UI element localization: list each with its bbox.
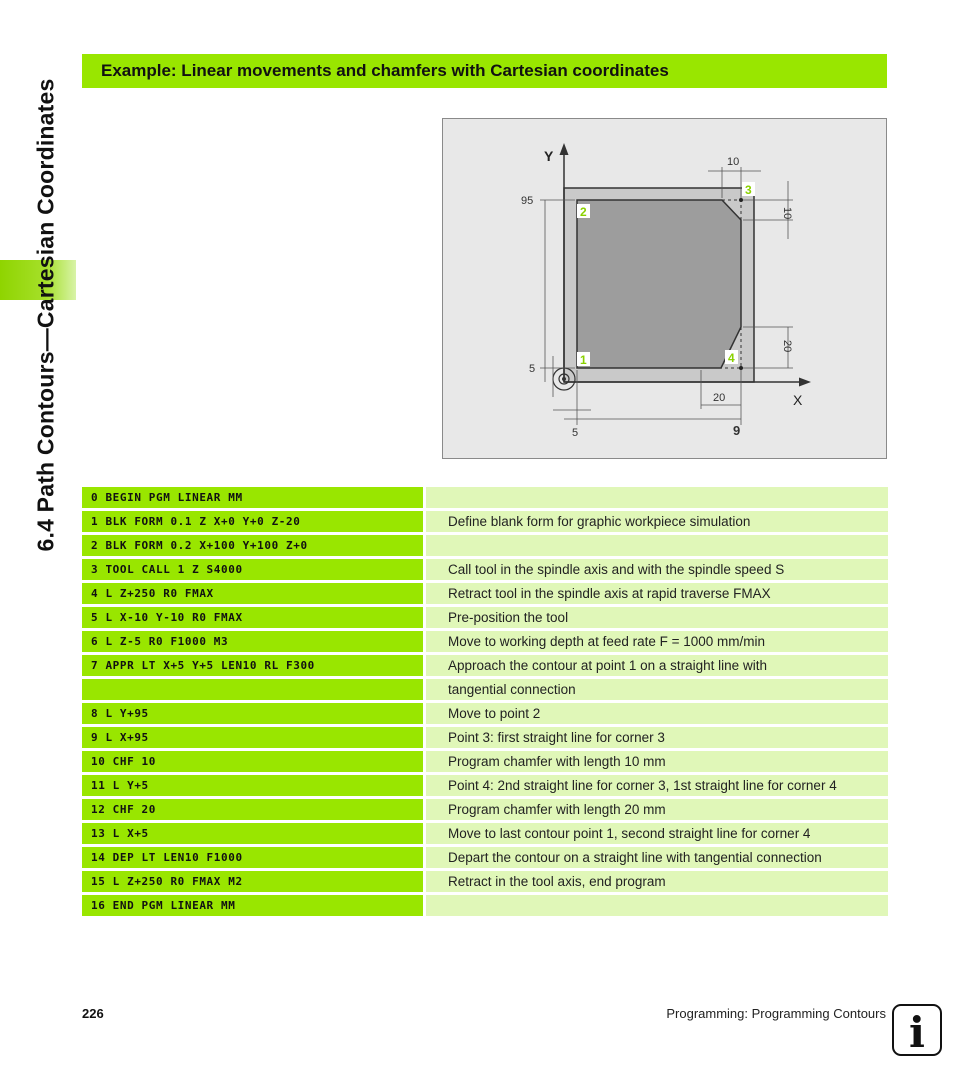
nc-block-command: 5 L X-10 Y-10 R0 FMAX <box>82 607 423 631</box>
nc-block-command: 7 APPR LT X+5 Y+5 LEN10 RL F300 <box>82 655 423 679</box>
point-1-label: 1 <box>580 353 587 367</box>
nc-block-command: 14 DEP LT LEN10 F1000 <box>82 847 423 871</box>
example-title: Example: Linear movements and chamfers with Cartesian coordinates <box>82 54 887 88</box>
nc-block-description: Move to working depth at feed rate F = 1000 mm/min <box>423 631 888 655</box>
nc-block-command: 15 L Z+250 R0 FMAX M2 <box>82 871 423 895</box>
program-row <box>82 847 888 871</box>
dim-y-top-label: 95 <box>521 195 534 207</box>
nc-block-description: Pre-position the tool <box>423 607 888 631</box>
nc-block-description: Point 4: 2nd straight line for corner 3, 1st straight line for corner 4 <box>423 775 888 799</box>
dim-right-upper-label: 10 <box>781 207 793 220</box>
program-row <box>82 559 888 583</box>
contour-diagram <box>443 119 888 460</box>
nc-block-command: 1 BLK FORM 0.1 Z X+0 Y+0 Z-20 <box>82 511 423 535</box>
nc-block-description: Depart the contour on a straight line with tangential connection <box>423 847 888 871</box>
dim-y-bottom-label: 5 <box>529 363 536 375</box>
chapter-side-title-text: 6.4 Path Contours—Cartesian Coordinates <box>32 78 59 552</box>
nc-block-command <box>82 679 423 703</box>
nc-block-description: Move to last contour point 1, second straight line for corner 4 <box>423 823 888 847</box>
point-2-label: 2 <box>580 205 587 219</box>
program-row <box>82 799 888 823</box>
nc-block-command: 10 CHF 10 <box>82 751 423 775</box>
program-row <box>82 727 888 751</box>
svg-text:i: i <box>909 1008 925 1054</box>
nc-block-command: 8 L Y+95 <box>82 703 423 727</box>
nc-block-command: 4 L Z+250 R0 FMAX <box>82 583 423 607</box>
contour-figure <box>442 118 887 459</box>
footer-chapter-title: Programming: Programming Contours <box>666 1006 886 1021</box>
x-axis-label: X <box>793 392 803 408</box>
program-row <box>82 631 888 655</box>
nc-block-description: Point 3: first straight line for corner 3 <box>423 727 888 751</box>
nc-block-description: Approach the contour at point 1 on a straight line with <box>423 655 888 679</box>
nc-block-command: 11 L Y+5 <box>82 775 423 799</box>
program-row <box>82 895 888 919</box>
nc-block-description: Retract in the tool axis, end program <box>423 871 888 895</box>
dim-x-left-label: 5 <box>572 427 579 439</box>
nc-block-description <box>423 487 888 511</box>
nc-block-description: Retract tool in the spindle axis at rapid traverse FMAX <box>423 583 888 607</box>
program-row <box>82 487 888 511</box>
nc-block-description <box>423 535 888 559</box>
nc-block-description: Program chamfer with length 10 mm <box>423 751 888 775</box>
nc-block-description: Move to point 2 <box>423 703 888 727</box>
chapter-side-title <box>26 50 66 580</box>
nc-block-command: 12 CHF 20 <box>82 799 423 823</box>
nc-block-description: Call tool in the spindle axis and with the spindle speed S <box>423 559 888 583</box>
point-3-marker <box>739 198 743 202</box>
dim-x-right-label: 9 <box>733 423 741 438</box>
nc-block-description: Define blank form for graphic workpiece simulation <box>423 511 888 535</box>
program-row <box>82 535 888 559</box>
dim-bottom-inner-label: 20 <box>713 392 726 404</box>
nc-block-command: 16 END PGM LINEAR MM <box>82 895 423 919</box>
page-number: 226 <box>82 1006 104 1021</box>
program-table <box>82 487 888 919</box>
point-4-label: 4 <box>728 351 735 365</box>
program-row <box>82 511 888 535</box>
program-row <box>82 823 888 847</box>
program-row <box>82 871 888 895</box>
nc-block-description: Program chamfer with length 20 mm <box>423 799 888 823</box>
nc-block-description <box>423 895 888 919</box>
program-row <box>82 583 888 607</box>
program-row <box>82 751 888 775</box>
program-table-body <box>82 487 888 919</box>
info-icon <box>892 1004 942 1056</box>
nc-block-command: 6 L Z-5 R0 F1000 M3 <box>82 631 423 655</box>
nc-block-command: 2 BLK FORM 0.2 X+100 Y+100 Z+0 <box>82 535 423 559</box>
dim-right-lower-label: 20 <box>781 340 793 353</box>
program-row <box>82 607 888 631</box>
program-row <box>82 703 888 727</box>
workpiece-contour <box>577 200 741 368</box>
nc-block-description: tangential connection <box>423 679 888 703</box>
program-row <box>82 679 888 703</box>
program-row <box>82 655 888 679</box>
nc-block-command: 13 L X+5 <box>82 823 423 847</box>
program-row <box>82 775 888 799</box>
point-3-label: 3 <box>745 183 752 197</box>
dim-top-label: 10 <box>727 156 740 168</box>
nc-block-command: 3 TOOL CALL 1 Z S4000 <box>82 559 423 583</box>
y-axis-label: Y <box>544 148 554 164</box>
nc-block-command: 9 L X+95 <box>82 727 423 751</box>
point-4-marker <box>739 366 743 370</box>
nc-block-command: 0 BEGIN PGM LINEAR MM <box>82 487 423 511</box>
